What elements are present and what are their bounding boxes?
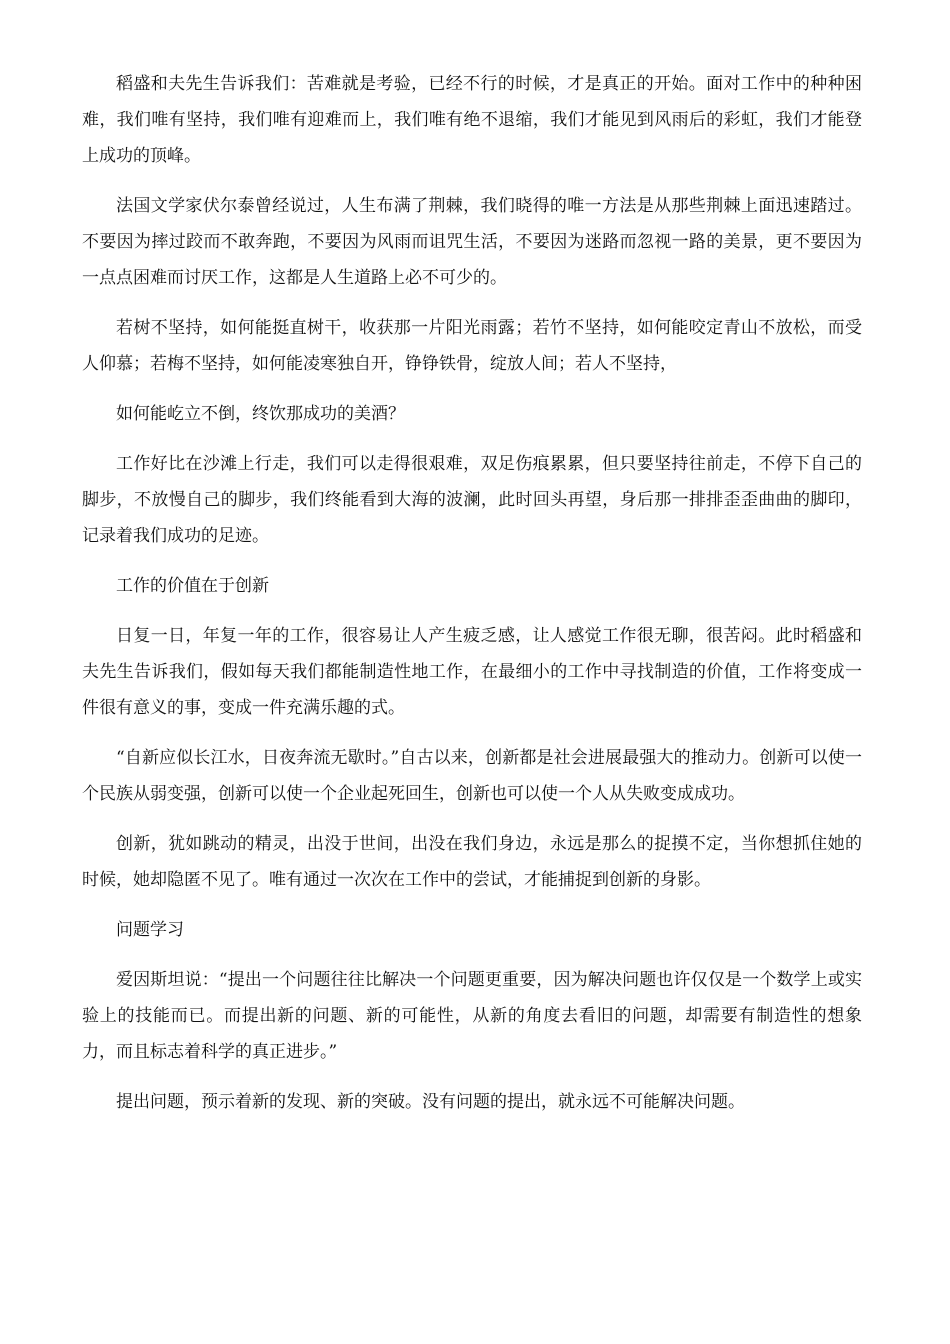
paragraph-11: 爱因斯坦说：“提出一个问题往往比解决一个问题更重要，因为解决问题也许仅仅是一个数学上或实验上的技能而已。而提出新的问题、新的可能性，从新的角度去看旧的问题，却需要有制造性的想象力，而且标志着科学的真正进步。” <box>82 970 862 1062</box>
paragraph-3: 若树不坚持，如何能挺直树干，收获那一片阳光雨露；若竹不坚持，如何能咬定青山不放松，而受人仰慕；若梅不坚持，如何能凌寒独自开，铮铮铁骨，绽放人间；若人不坚持， <box>82 318 862 374</box>
paragraph-1: 稻盛和夫先生告诉我们：苦难就是考验，已经不行的时候，才是真正的开始。面对工作中的种种困难，我们唯有坚持，我们唯有迎难而上，我们唯有绝不退缩，我们才能见到风雨后的彩虹，我们才能登上成功的顶峰。 <box>82 74 862 166</box>
paragraph-12: 提出问题，预示着新的发现、新的突破。没有问题的提出，就永远不可能解决问题。 <box>116 1092 745 1112</box>
paragraph-4: 如何能屹立不倒，终饮那成功的美酒？ <box>116 404 405 424</box>
paragraph-5: 工作好比在沙滩上行走，我们可以走得很艰难，双足伤痕累累，但只要坚持往前走，不停下自己的脚步，不放慢自己的脚步，我们终能看到大海的波澜，此时回头再望，身后那一排排歪歪曲曲的脚印，记录着我们成功的足迹。 <box>82 454 862 546</box>
section-heading-innovation: 工作的价值在于创新 <box>116 576 269 596</box>
paragraph-9: 创新，犹如跳动的精灵，出没于世间，出没在我们身边，永远是那么的捉摸不定，当你想抓住她的时候，她却隐匿不见了。唯有通过一次次在工作中的尝试，才能捕捉到创新的身影。 <box>82 834 862 890</box>
paragraph-7: 日复一日，年复一年的工作，很容易让人产生疲乏感，让人感觉工作很无聊，很苦闷。此时稻盛和夫先生告诉我们，假如每天我们都能制造性地工作，在最细小的工作中寻找制造的价值，工作将变成一件很有意义的事，变成一件充满乐趣的式。 <box>82 626 862 718</box>
document-body <box>82 66 862 1134</box>
section-heading-question-learning: 问题学习 <box>116 920 184 940</box>
paragraph-2: 法国文学家伏尔泰曾经说过，人生布满了荆棘，我们晓得的唯一方法是从那些荆棘上面迅速踏过。不要因为摔过跤而不敢奔跑，不要因为风雨而诅咒生活，不要因为迷路而忽视一路的美景，更不要因为一点点困难而讨厌工作，这都是人生道路上必不可少的。 <box>82 196 862 288</box>
paragraph-8: “自新应似长江水，日夜奔流无歇时。”自古以来，创新都是社会进展最强大的推动力。创新可以使一个民族从弱变强，创新可以使一个企业起死回生，创新也可以使一个人从失败变成成功。 <box>82 748 862 804</box>
